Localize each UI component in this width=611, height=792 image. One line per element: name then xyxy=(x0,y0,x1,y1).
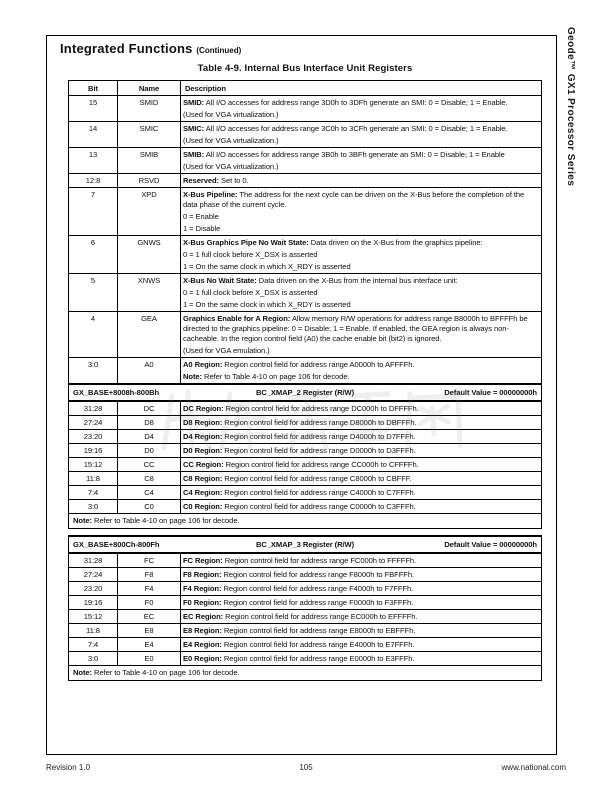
description-line: Reserved: Set to 0. xyxy=(183,175,249,185)
register-header-row xyxy=(69,384,542,401)
note-row xyxy=(69,514,542,529)
xmap3-table-body xyxy=(69,536,542,681)
section-title xyxy=(60,41,241,56)
table-row: 14 SMIC SMIC: All I/O accesses for address range 3C0h to 3CFh generate an SMI: 0 = Disable; 1 = Enable. (Used for VGA virtualization.) xyxy=(69,122,542,148)
table-row: 19:16 F0 F0 Region: Region control field for address range F0000h to F3FFFh. xyxy=(69,596,542,610)
description-line: C4 Region: Region control field for address range C4000h to C7FFFh. xyxy=(183,487,416,497)
table-row: 13 SMIB SMIB: All I/O accesses for address range 3B0h to 3BFh generate an SMI: 0 = Disable; 1 = Enable (Used for VGA virtualization.) xyxy=(69,148,542,174)
description-line: A0 Region: Region control field for address range A0000h to AFFFFh. xyxy=(183,359,415,369)
table-row: 15:12 EC EC Region: Region control field for address range EC000h to EFFFFh. xyxy=(69,610,542,624)
column-header: Name xyxy=(118,81,181,96)
table-row: 23:20 F4 F4 Region: Region control field for address range F4000h to F7FFFh. xyxy=(69,582,542,596)
description-line: F4 Region: Region control field for address range F4000h to F7FFFh. xyxy=(183,583,414,593)
register-title: BC_XMAP_3 Register (R/W) xyxy=(255,539,355,549)
description-line: 0 = 1 full clock before X_DSX is asserted xyxy=(183,249,318,259)
register-address: GX_BASE+800Ch-800Fh xyxy=(73,539,160,549)
table-row: 27:24 F8 F8 Region: Region control field for address range F8000h to FBFFFh. xyxy=(69,568,542,582)
bit-register-table xyxy=(68,80,542,529)
table-row: 3:0 E0 E0 Region: Region control field for address range E0000h to E3FFFh. xyxy=(69,652,542,666)
table-row: 12:8 RSVD Reserved: Set to 0. xyxy=(69,174,542,188)
xmap3-register-table xyxy=(68,535,542,681)
description-line: SMIC: All I/O accesses for address range 3C0h to 3CFh generate an SMI: 0 = Disable; 1 = Enable. xyxy=(183,123,508,133)
table-row: 3:0 C0 C0 Region: Region control field for address range C0000h to C3FFFh. xyxy=(69,500,542,514)
footer-website: www.national.com xyxy=(501,763,566,772)
table-row: 27:24 D8 D8 Region: Region control field for address range D8000h to DBFFFh. xyxy=(69,416,542,430)
description-line: E0 Region: Region control field for address range E0000h to E3FFFh. xyxy=(183,653,415,663)
register-title: BC_XMAP_2 Register (R/W) xyxy=(255,387,355,397)
column-header-row xyxy=(69,81,542,96)
table-row: 6 GNWS X-Bus Graphics Pipe No Wait State: Data driven on the X-Bus from the graphics pipeline: 0 = 1 full clock before X_DSX is asserted 1 = On the same clock in which X_RDY is asserted xyxy=(69,236,542,274)
description-line: Note: Refer to Table 4-10 on page 106 for decode. xyxy=(73,516,240,525)
description-line: 1 = Disable xyxy=(183,223,221,233)
table-caption: Table 4-9. Internal Bus Interface Unit Registers xyxy=(197,63,413,74)
description-line: E4 Region: Region control field for address range E4000h to E7FFFh. xyxy=(183,639,415,649)
column-header: Description xyxy=(181,81,542,96)
description-line: 1 = On the same clock in which X_RDY is asserted xyxy=(183,261,351,271)
table-row: 4 GEA Graphics Enable for A Region: Allow memory R/W operations for address range B8000h to BFFFFh be directed to the graphics pipeline: 0 = Disable; 1 = Enable. If enabled, the GEA region is always non-cacheable. In the region control field (A0) the cache enable bit (bit2) is ignored. (Used for VGA emulation.) xyxy=(69,312,542,358)
description-line: (Used for VGA virtualization.) xyxy=(183,109,279,119)
table-row: 31:28 DC DC Region: Region control field for address range DC000h to DFFFFh. xyxy=(69,401,542,416)
description-line: C8 Region: Region control field for address range C8000h to CBFFF. xyxy=(183,473,412,483)
table-row: 7 XPD X-Bus Pipeline: The address for the next cycle can be driven on the X-Bus before the completion of the data phase of the current cycle. 0 = Enable 1 = Disable xyxy=(69,188,542,236)
table-row: 3:0 A0 A0 Region: Region control field for address range A0000h to AFFFFh. Note: Refer to Table 4-10 on page 106 for decode. xyxy=(69,358,542,385)
description-line: (Used for VGA emulation.) xyxy=(183,345,270,355)
table-row: 15:12 CC CC Region: Region control field for address range CC000h to CFFFFh. xyxy=(69,458,542,472)
bit-table-body xyxy=(69,81,542,529)
description-line: Note: Refer to Table 4-10 on page 106 for decode. xyxy=(183,371,350,381)
table-row: 11:8 C8 C8 Region: Region control field for address range C8000h to CBFFF. xyxy=(69,472,542,486)
description-line: X-Bus No Wait State: Data driven on the X-Bus from the internal bus interface unit: xyxy=(183,275,458,285)
description-line: FC Region: Region control field for address range FC000h to FFFFFh. xyxy=(183,555,417,565)
description-line: (Used for VGA virtualization.) xyxy=(183,135,279,145)
sidebar-vertical-title: Geode™ GX1 Processor Series xyxy=(565,27,576,187)
description-line: DC Region: Region control field for address range DC000h to DFFFFh. xyxy=(183,403,419,413)
note-row xyxy=(69,666,542,681)
description-line: D4 Region: Region control field for address range D4000h to D7FFFh. xyxy=(183,431,416,441)
table-row: 15 SMID SMID: All I/O accesses for address range 3D0h to 3DFh generate an SMI: 0 = Disable; 1 = Enable. (Used for VGA virtualization.) xyxy=(69,96,542,122)
table-row: 7:4 C4 C4 Region: Region control field for address range C4000h to C7FFFh. xyxy=(69,486,542,500)
description-line: D0 Region: Region control field for address range D0000h to D3FFFh. xyxy=(183,445,416,455)
section-title-text: Integrated Functions xyxy=(60,41,193,56)
table-row: 31:28 FC FC Region: Region control field for address range FC000h to FFFFFh. xyxy=(69,553,542,568)
description-line: Graphics Enable for A Region: Allow memory R/W operations for address range B8000h to BFFFFh be directed to the graphics pipeline: 0 = Disable; 1 = Enable. If enabled, the GEA region is always non-cacheable. In the region control field (A0) the cache enable bit (bit2) is ignored. xyxy=(183,313,528,343)
register-default-value: Default Value = 00000000h xyxy=(444,539,537,549)
footer-page-number: 105 xyxy=(299,763,313,772)
table-row: 5 XNWS X-Bus No Wait State: Data driven on the X-Bus from the internal bus interface unit: 0 = 1 full clock before X_DSX is asserted 1 = On the same clock in which X_RDY is asserted xyxy=(69,274,542,312)
description-line: Note: Refer to Table 4-10 on page 106 for decode. xyxy=(73,668,240,677)
description-line: C0 Region: Region control field for address range C0000h to C3FFFh. xyxy=(183,501,416,511)
description-line: 0 = Enable xyxy=(183,211,219,221)
section-title-continued: (Continued) xyxy=(196,46,242,55)
description-line: 1 = On the same clock in which X_RDY is asserted xyxy=(183,299,351,309)
description-line: SMID: All I/O accesses for address range 3D0h to 3DFh generate an SMI: 0 = Disable; 1 = Enable. xyxy=(183,97,508,107)
table-row: 23:20 D4 D4 Region: Region control field for address range D4000h to D7FFFh. xyxy=(69,430,542,444)
description-line: (Used for VGA virtualization.) xyxy=(183,161,279,171)
register-address: GX_BASE+8008h-800Bh xyxy=(73,387,160,397)
description-line: EC Region: Region control field for address range EC000h to EFFFFh. xyxy=(183,611,418,621)
footer-revision: Revision 1.0 xyxy=(46,763,91,772)
description-line: SMIB: All I/O accesses for address range 3B0h to 3BFh generate an SMI: 0 = Disable; 1 = Enable xyxy=(183,149,505,159)
description-line: 0 = 1 full clock before X_DSX is asserted xyxy=(183,287,318,297)
register-header-row xyxy=(69,536,542,553)
page-content xyxy=(68,63,542,681)
description-line: CC Region: Region control field for address range CC000h to CFFFFh. xyxy=(183,459,419,469)
description-line: D8 Region: Region control field for address range D8000h to DBFFFh. xyxy=(183,417,417,427)
description-line: X-Bus Graphics Pipe No Wait State: Data driven on the X-Bus from the graphics pipeline: xyxy=(183,237,483,247)
description-line: F8 Region: Region control field for address range F8000h to FBFFFh. xyxy=(183,569,414,579)
register-default-value: Default Value = 00000000h xyxy=(444,387,537,397)
description-line: F0 Region: Region control field for address range F0000h to F3FFFh. xyxy=(183,597,414,607)
table-row: 11:8 E8 E8 Region: Region control field for address range E8000h to EBFFFh. xyxy=(69,624,542,638)
table-row: 7:4 E4 E4 Region: Region control field for address range E4000h to E7FFFh. xyxy=(69,638,542,652)
description-line: X-Bus Pipeline: The address for the next cycle can be driven on the X-Bus before the completion of the data phase of the current cycle. xyxy=(183,189,525,209)
description-line: E8 Region: Region control field for address range E8000h to EBFFFh. xyxy=(183,625,416,635)
page-footer xyxy=(46,763,566,772)
column-header: Bit xyxy=(69,81,118,96)
table-row: 19:16 D0 D0 Region: Region control field for address range D0000h to D3FFFh. xyxy=(69,444,542,458)
